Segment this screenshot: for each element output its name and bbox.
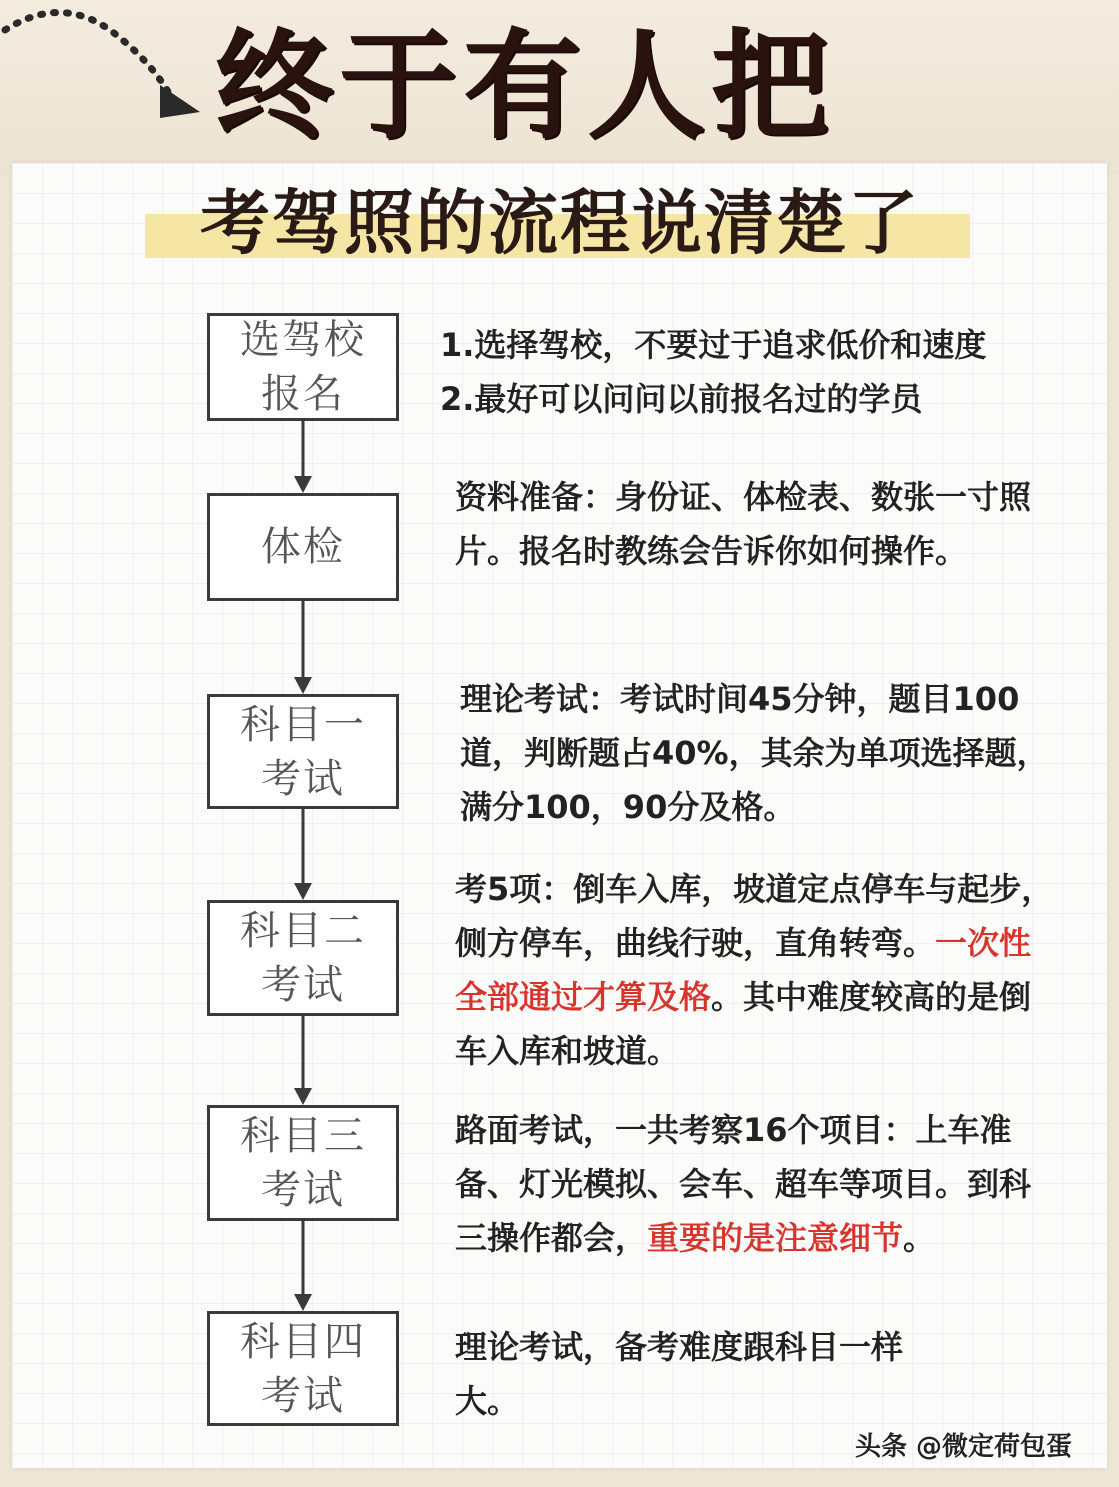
desc-highlight: 重要的是注意细节 [647,1219,904,1257]
step-box-subject-two [207,900,399,1016]
desc-text: 考5项：倒车入库，坡道定点停车与起步，侧方停车，曲线行驶，直角转弯。 [455,870,1054,962]
step-desc-subject-one [460,672,1050,834]
desc-line: 2.最好可以问问以前报名过的学员 [440,380,923,418]
step-desc-subject-two [455,862,1055,1078]
desc-text: 资料准备：身份证、体检表、数张一寸照片。报名时教练会告诉你如何操作。 [455,478,1032,570]
step-label: 科目四考试 [240,1318,366,1419]
desc-text: 理论考试，备考难度跟科目一样大。 [455,1328,904,1420]
step-desc-medical [455,470,1055,578]
step-label: 科目一考试 [240,701,366,802]
desc-text: 路面考试，一共考察16个项目：上车准备、灯光模拟、会车、超车等项目。到科三操作都会， [455,1111,1032,1257]
watermark: 头条 @微定荷包蛋 [855,1432,1073,1462]
step-box-subject-four [207,1311,399,1426]
step-desc-subject-four [455,1320,965,1428]
step-box-subject-one [207,694,399,809]
desc-text: 理论考试：考试时间45分钟，题目100道，判断题占40%，其余为单项选择题，满分100，90分及格。 [460,680,1049,826]
step-box-subject-three [207,1105,399,1221]
desc-text: 。 [903,1219,936,1257]
headline: 终于有人把 [215,16,836,155]
step-box-medical [207,493,399,601]
step-box-registration [207,313,399,421]
desc-text: 。其中难度较高的是倒车入库和坡道。 [455,978,1032,1070]
desc-highlight: 一次性全部通过才算及格 [455,924,1032,1016]
step-label: 体检 [261,524,345,570]
step-label: 选驾校报名 [240,317,366,417]
step-label: 科目二考试 [240,908,366,1008]
step-desc-registration [440,318,1060,426]
step-desc-subject-three [455,1103,1055,1265]
subtitle: 考驾照的流程说清楚了 [200,181,920,264]
step-label: 科目三考试 [240,1113,366,1213]
desc-line: 1.选择驾校，不要过于追求低价和速度 [440,326,987,364]
